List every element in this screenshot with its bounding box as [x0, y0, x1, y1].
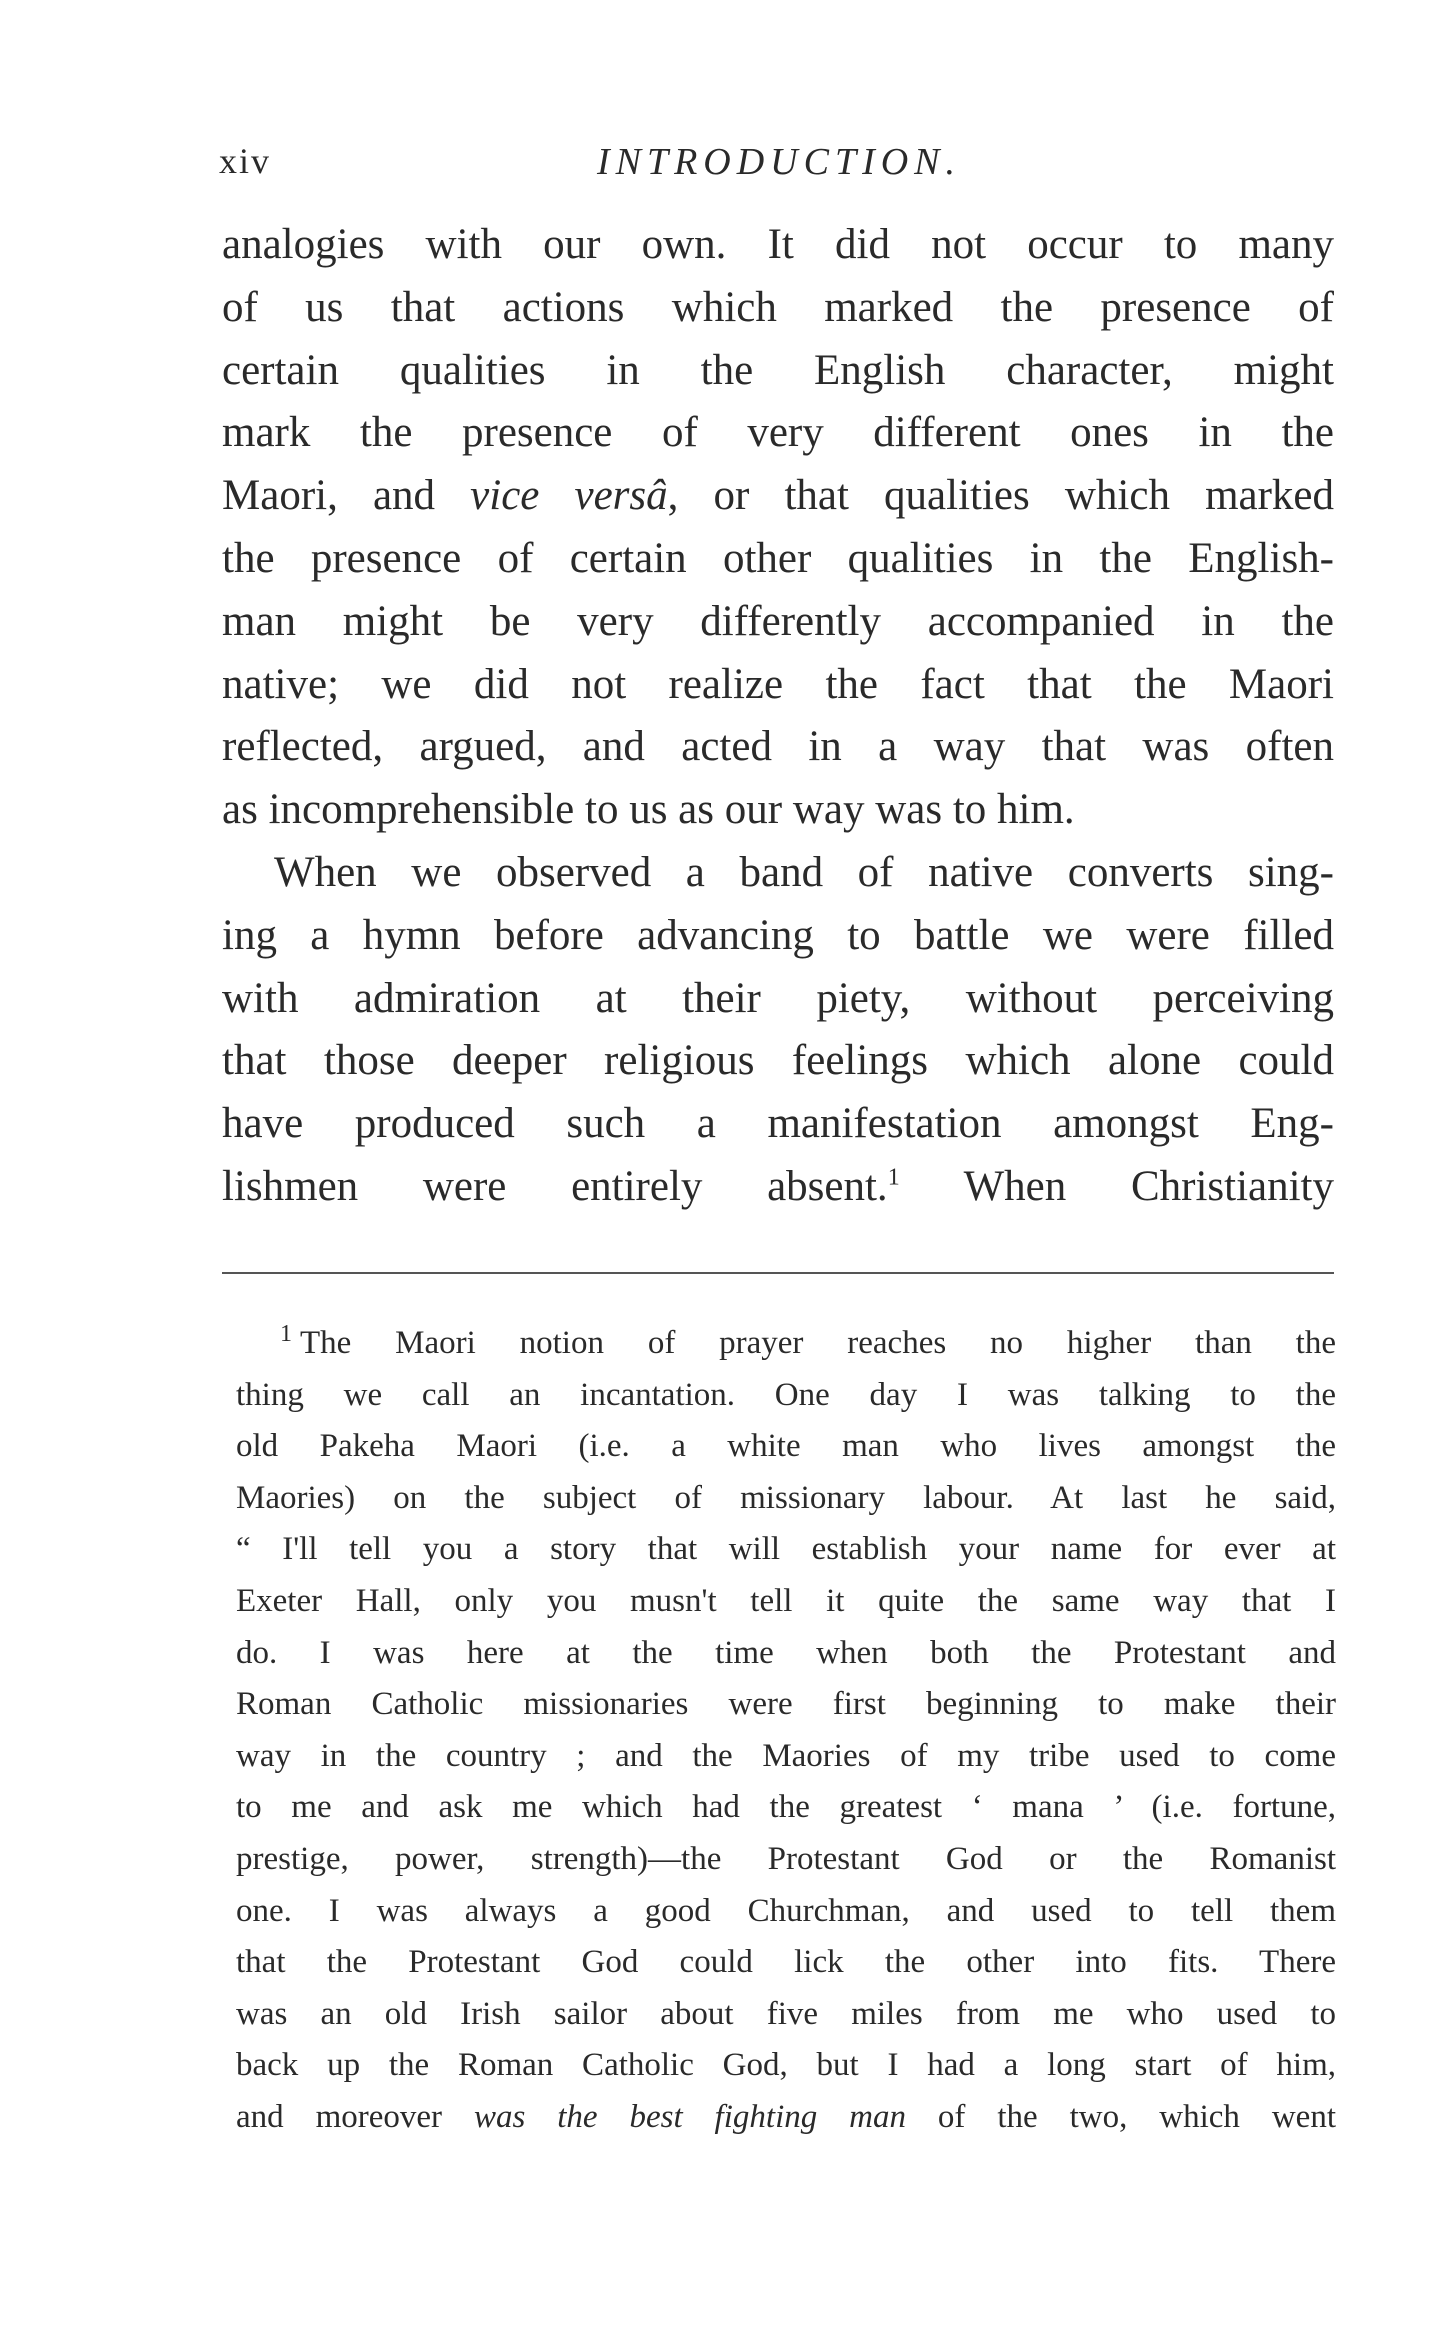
- text-line: with admiration at their piety, without perceiving: [222, 974, 1334, 1022]
- text-line: analogies with our own. It did not occur to many: [222, 221, 1334, 268]
- footnote-divider: [222, 1272, 1334, 1274]
- italic-phrase: vice versâ: [470, 472, 668, 520]
- text-line: that those deeper religious feelings which alone could: [222, 1037, 1334, 1085]
- footnote-line: prestige, power, strength)—the Protestant God or the Romanist: [236, 1840, 1336, 1877]
- footnote-line: do. I was here at the time when both the Protestant and: [236, 1634, 1336, 1671]
- running-head: [219, 140, 1339, 190]
- text-line: have produced such a manifestation amongst Eng-: [222, 1100, 1334, 1148]
- text-segment: of the two, which went: [906, 2098, 1336, 2135]
- text-segment: When Christianity: [899, 1162, 1334, 1210]
- text-line: native; we did not realize the fact that the Maori: [222, 660, 1334, 708]
- footnote-line: back up the Roman Catholic God, but I had a long start of him,: [236, 2047, 1336, 2084]
- text-segment: lishmen were entirely absent.: [222, 1162, 888, 1210]
- footnote-line: Exeter Hall, only you musn't tell it quite the same way that I: [236, 1582, 1336, 1619]
- running-title: INTRODUCTION.: [596, 141, 962, 183]
- text-line: as incomprehensible to us as our way was to him.: [222, 786, 1075, 834]
- text-line: mark the presence of very different ones in the: [222, 409, 1334, 457]
- footnote-line: Maories) on the subject of missionary labour. At last he said,: [236, 1479, 1336, 1516]
- text-line: certain qualities in the English character, might: [222, 346, 1334, 394]
- text-segment: , or that qualities which marked: [667, 472, 1335, 520]
- footnote-line: was an old Irish sailor about five miles from me who used to: [236, 1995, 1336, 2032]
- page-number: xiv: [219, 141, 272, 181]
- text-line: [222, 465, 1334, 528]
- footnote-line: [236, 1318, 1336, 1370]
- footnote: [236, 1318, 1336, 2144]
- text-line: When we observed a band of native converts sing-: [274, 848, 1334, 896]
- text-line: man might be very differently accompanied in the: [222, 597, 1334, 645]
- text-line: [222, 1156, 1334, 1219]
- text-line: of us that actions which marked the presence of: [222, 283, 1334, 331]
- footnote-line: [236, 2092, 1336, 2144]
- main-text: [222, 214, 1334, 1219]
- footnote-line: way in the country ; and the Maories of my tribe used to come: [236, 1737, 1336, 1774]
- text-line: the presence of certain other qualities in the English-: [222, 534, 1334, 582]
- text-line: reflected, argued, and acted in a way that was often: [222, 723, 1334, 771]
- footnote-line: old Pakeha Maori (i.e. a white man who lives amongst the: [236, 1428, 1336, 1465]
- footnote-marker: 1: [280, 1321, 292, 1347]
- footnote-line: one. I was always a good Churchman, and used to tell them: [236, 1892, 1336, 1929]
- footnote-line: Roman Catholic missionaries were first beginning to make their: [236, 1686, 1336, 1723]
- text-segment: The Maori notion of prayer reaches no higher than the: [300, 1325, 1336, 1361]
- footnote-line: “ I'll tell you a story that will establish your name for ever at: [236, 1531, 1336, 1568]
- italic-phrase: was the best fighting man: [473, 2098, 906, 2135]
- text-line: ing a hymn before advancing to battle we were filled: [222, 911, 1334, 959]
- footnote-line: that the Protestant God could lick the other into fits. There: [236, 1944, 1336, 1981]
- text-segment: and moreover: [236, 2098, 474, 2135]
- footnote-line: thing we call an incantation. One day I was talking to the: [236, 1376, 1336, 1413]
- footnote-line: to me and ask me which had the greatest ‘ mana ’ (i.e. fortune,: [236, 1789, 1336, 1826]
- text-segment: Maori, and: [222, 472, 471, 520]
- footnote-reference: 1: [887, 1164, 900, 1191]
